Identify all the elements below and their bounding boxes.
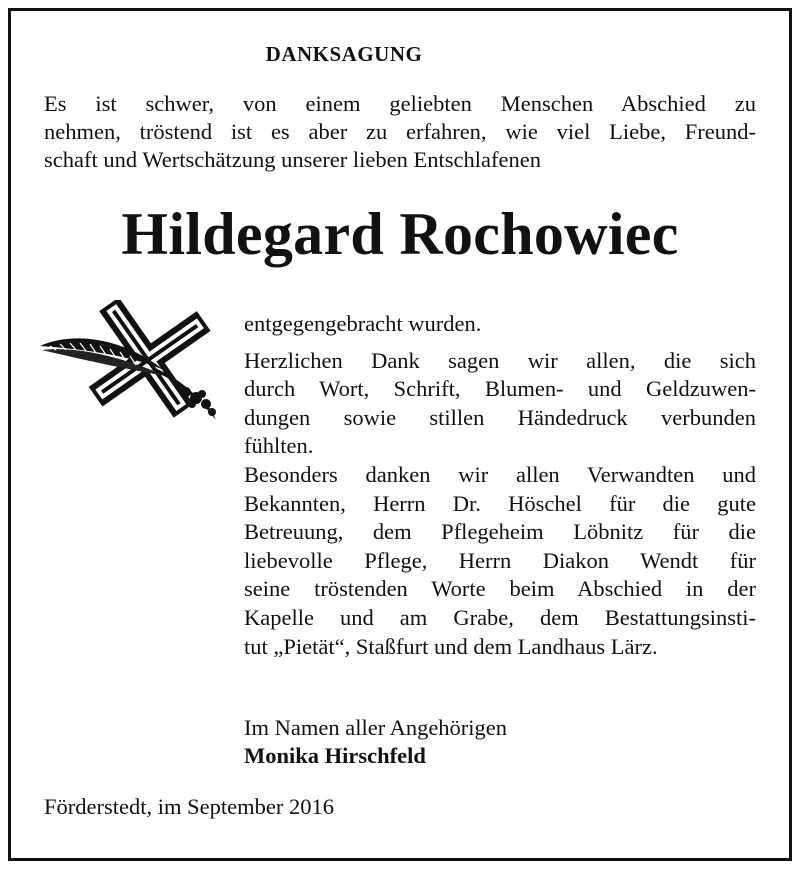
deceased-name: Hildegard Rochowiec [121, 201, 679, 267]
body-line: liebevolle Pflege, Herrn Diakon Wendt für [244, 547, 756, 573]
body-line: Betreuung, dem Pflegeheim Löbnitz für die [244, 519, 756, 545]
body-line: Besonders danken wir allen Verwandten und [244, 461, 756, 487]
body-line: seine tröstenden Worte beim Abschied in der [244, 576, 756, 602]
intro-line: Es ist schwer, von einem geliebten Menschen Abschied zu [44, 91, 756, 116]
intro-line: nehmen, tröstend ist es aber zu erfahren, wie viel Liebe, Freund- [44, 119, 756, 144]
body-line: durch Wort, Schrift, Blumen- und Geldzuwen- [244, 376, 756, 402]
intro-line: schaft und Wertschätzung unserer lieben Entschlafenen [44, 147, 541, 172]
notice-heading: DANKSAGUNG [265, 42, 423, 66]
body-line: entgegengebracht wurden. [244, 311, 482, 336]
body-line: fühlten. [244, 433, 314, 459]
notice-body [244, 310, 756, 661]
place-and-date: Förderstedt, im September 2016 [44, 794, 334, 819]
body-line: Bekannten, Herrn Dr. Höschel für die gute [244, 490, 756, 516]
signature-block [244, 714, 507, 770]
cross-and-palm-frond-icon [36, 300, 220, 422]
body-line: dungen sowie stillen Händedruck verbunden [244, 404, 756, 430]
body-line: Kapelle und am Grabe, dem Bestattungsinsti- [244, 604, 756, 630]
intro-text [44, 90, 756, 174]
body-line: Herzlichen Dank sagen wir allen, die sich [244, 347, 756, 373]
signature-on-behalf: Im Namen aller Angehörigen [244, 715, 508, 740]
signature-name: Monika Hirschfeld [244, 743, 426, 768]
body-line: tut „Pietät“, Staßfurt und dem Landhaus Lärz. [244, 633, 658, 659]
paragraph-gap [244, 339, 756, 347]
